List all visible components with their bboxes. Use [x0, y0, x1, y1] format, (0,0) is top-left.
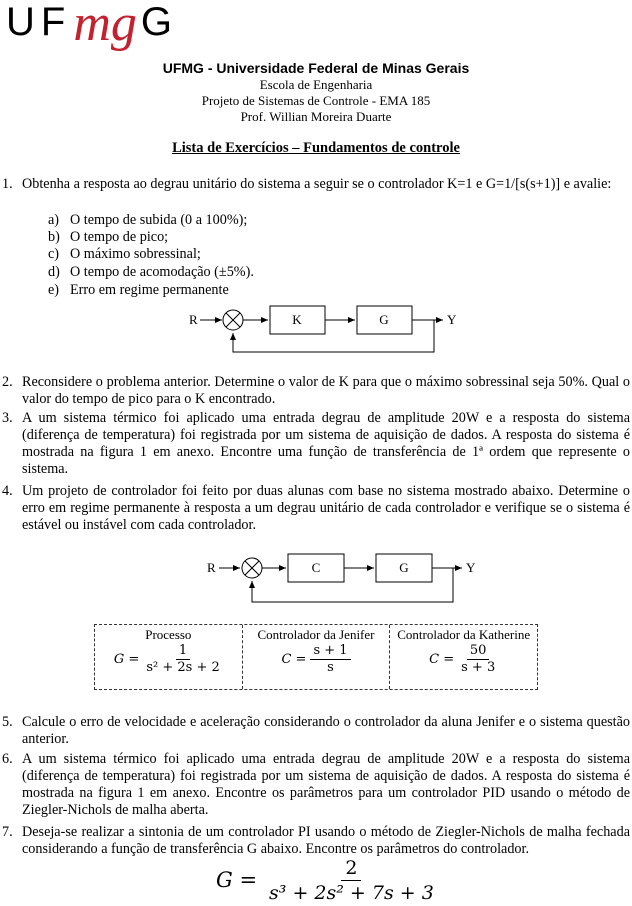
document-header: [0, 60, 632, 125]
question-text: Deseja-se realizar a sintonia de um controlador PI usando o método de Ziegler-Nichols de malha fechada considerando a função de transferência G abaixo. Encontre os parâmetros do controlador.: [22, 824, 630, 857]
q1-item-c: c) O máximo sobressinal;: [48, 246, 201, 262]
question-5: 5. Calcule o erro de velocidade e aceleração considerando o controlador da aluna Jenifer e o sistema questão anterior.: [2, 714, 630, 747]
question-text: A um sistema térmico foi aplicado uma entrada degrau de amplitude 20W e a resposta do sistema (diferença de temperatura) foi registrada por um sistema de aquisição de dados. A resposta do sistema é mostrada na figura 1 em anexo. Encontre uma função de transferência de 1ª ordem que represente o sistema.: [22, 410, 630, 477]
q1-item-b: b) O tempo de pico;: [48, 229, 169, 245]
logo-letter-f: F: [40, 0, 72, 44]
block-diagram-2: [0, 548, 632, 612]
q1-item-a: a) O tempo de subida (0 a 100%);: [48, 212, 248, 228]
institution-name: UFMG - Universidade Federal de Minas Gerais: [162, 60, 470, 76]
question-text: Um projeto de controlador foi feito por duas alunas com base no sistema mostrado abaixo. Determine o erro em regime permanente à resposta a um degrau unitário de cada controlador e verifique se o sistema é estável ou instável com cada controlador.: [22, 483, 630, 533]
professor-name: Prof. Willian Moreira Duarte: [240, 109, 392, 124]
diagram1-input-label: R: [189, 312, 198, 327]
transfer-function-equation: G = $\frac{2}{\text{s³ + 2s² + 7s + 3}}$: [216, 857, 434, 904]
table-cell-jenifer: Controlador da Jenifer C = $\frac{s + 1}{s}$: [243, 625, 391, 689]
svg-text:C: C: [311, 560, 321, 575]
question-text: Reconsidere o problema anterior. Determine o valor de K para que o máximo sobressinal seja 50%. Qual o valor do tempo de pico para o K encontrado.: [22, 374, 630, 407]
svg-text:G: G: [399, 560, 409, 575]
diagram1-output-label: Y: [447, 312, 457, 327]
question-7: 7. Deseja-se realizar a sintonia de um controlador PI usando o método de Ziegler-Nichols de malha fechada considerando a função de transferência G abaixo. Encontre os parâmetros do controlador.: [2, 824, 630, 857]
table-cell-katherine: Controlador da Katherine C = $\frac{50}{s + 3}$: [397, 627, 531, 675]
question-text: A um sistema térmico foi aplicado uma entrada degrau de amplitude 20W e a resposta do sistema (diferença de temperatura) foi registrada por um sistema de aquisição de dados. A resposta do sistema é mostrada na figura 1 em anexo. Encontre os parâmetros para um controlador PID usando o método de Ziegler-Nichols de malha aberta.: [22, 751, 630, 818]
page-title: Lista de Exercícios – Fundamentos de controle: [172, 140, 460, 156]
question-3: 3. A um sistema térmico foi aplicado uma entrada degrau de amplitude 20W e a resposta do sistema (diferença de temperatura) foi registrada por um sistema de aquisição de dados. A resposta do sistema é mostrada na figura 1 em anexo. Encontre uma função de transferência de 1ª ordem que represente o sistema.: [2, 410, 630, 477]
question-1: [0, 176, 632, 193]
question-text: Calcule o erro de velocidade e aceleração considerando o controlador da aluna Jenifer e o sistema questão anterior.: [22, 714, 630, 747]
logo-letter-g: G: [140, 0, 179, 44]
q1-item-d: d) O tempo de acomodação (±5%).: [48, 264, 254, 280]
question-4: 4. Um projeto de controlador foi feito por duas alunas com base no sistema mostrado abaixo. Determine o erro em regime permanente à resposta a um degrau unitário de cada controlador e verifique se o sistema é estável ou instável com cada controlador.: [2, 483, 630, 533]
q1-item-e: e) Erro em regime permanente: [48, 282, 229, 298]
question-text: Obtenha a resposta ao degrau unitário do sistema a seguir se o controlador K=1 e G=1/[s(s+1)] e avalie:: [22, 176, 612, 192]
logo-letter-u: U: [6, 0, 41, 44]
controller-table: [94, 624, 538, 690]
diagram2-output-label: Y: [466, 560, 476, 575]
school-name: Escola de Engenharia: [259, 77, 373, 92]
question-2: 2. Reconsidere o problema anterior. Determine o valor de K para que o máximo sobressinal seja 50%. Qual o valor do tempo de pico para o K encontrado.: [2, 374, 630, 407]
course-name: Projeto de Sistemas de Controle - EMA 185: [201, 93, 431, 108]
logo-mg-mark: mg: [73, 0, 137, 52]
svg-text:K: K: [292, 312, 302, 327]
question-6: 6. A um sistema térmico foi aplicado uma entrada degrau de amplitude 20W e a resposta do sistema (diferença de temperatura) foi registrada por um sistema de aquisição de dados. A resposta do sistema é mostrada na figura 1 em anexo. Encontre os parâmetros para um controlador PID usando o método de Ziegler-Nichols de malha aberta.: [2, 751, 630, 818]
diagram2-input-label: R: [207, 560, 216, 575]
table-cell-process: Processo G = $\frac{1}{\text{s² + 2s + 2}}$: [95, 625, 243, 689]
svg-text:G: G: [379, 312, 389, 327]
ufmg-logo: [6, 0, 178, 52]
question-number: 1.: [2, 176, 13, 192]
block-diagram-1: [0, 300, 632, 362]
